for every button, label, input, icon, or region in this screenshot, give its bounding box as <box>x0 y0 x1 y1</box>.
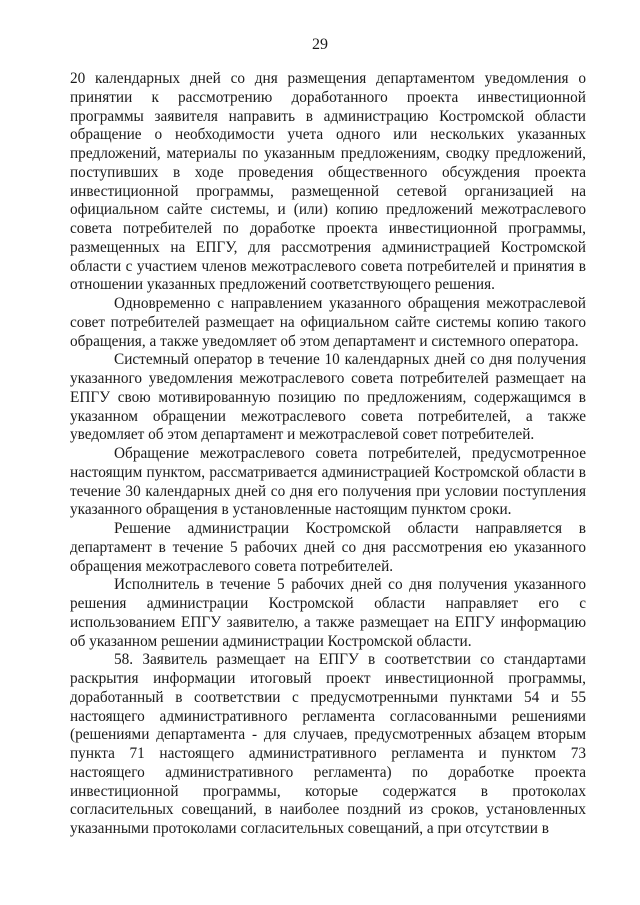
paragraph-continuation: 20 календарных дней со дня размещения департаментом уведомления о принятии к рассмотрению доработанного проекта инвестиционной программы заявителя направить в администрацию Костромской области обращение о необходимости учета одного или нескольких указанных предложений, материалы по указанным предложениям, сводку предложений, поступивших в ходе проведения общественного обсуждения проекта инвестиционной программы, размещенной сетевой организацией на официальном сайте системы, и (или) копию предложений межотраслевого совета потребителей по доработке проекта инвестиционной программы, размещенных на ЕПГУ, для рассмотрения администрацией Костромской области с участием членов межотраслевого совета потребителей и принятия в отношении указанных предложений соответствующего решения. <box>70 70 586 294</box>
page-number: 29 <box>312 36 328 53</box>
paragraph-58: 58. Заявитель размещает на ЕПГУ в соответствии со стандартами раскрытия информации итоговый проект инвестиционной программы, доработанный в соответствии с предусмотренными пунктами 54 и 55 настоящего административного регламента согласованными решениями (решениями департамента - для случаев, предусмотренных абзацем вторым пункта 71 настоящего административного регламента и пунктом 73 настоящего административного регламента) по доработке проекта инвестиционной программы, которые содержатся в протоколах согласительных совещаний, в наиболее поздний из сроков, установленных указанными протоколами согласительных совещаний, а при отсутствии в <box>70 651 586 837</box>
paragraph: Обращение межотраслевого совета потребителей, предусмотренное настоящим пунктом, рассматривается администрацией Костромской области в течение 30 календарных дней со дня его получения при условии поступления указанного обращения в установленные настоящим пунктом сроки. <box>70 445 586 519</box>
paragraph: Решение администрации Костромской области направляется в департамент в течение 5 рабочих дней со дня рассмотрения ею указанного обращения межотраслевого совета потребителей. <box>70 520 586 575</box>
paragraph: Исполнитель в течение 5 рабочих дней со дня получения указанного решения администрации Костромской области направляет его с использованием ЕПГУ заявителю, а также размещает на ЕПГУ информацию об указанном решении администрации Костромской области. <box>70 576 586 650</box>
document-body <box>70 70 586 839</box>
paragraph: Одновременно с направлением указанного обращения межотраслевой совет потребителей размещает на официальном сайте системы копию такого обращения, а также уведомляет об этом департамент и системного оператора. <box>70 295 586 350</box>
paragraph: Системный оператор в течение 10 календарных дней со дня получения указанного уведомления межотраслевого совета потребителей размещает на ЕПГУ свою мотивированную позицию по предложениям, содержащимся в указанном обращении межотраслевого совета потребителей, а также уведомляет об этом департамент и межотраслевой совет потребителей. <box>70 351 586 444</box>
